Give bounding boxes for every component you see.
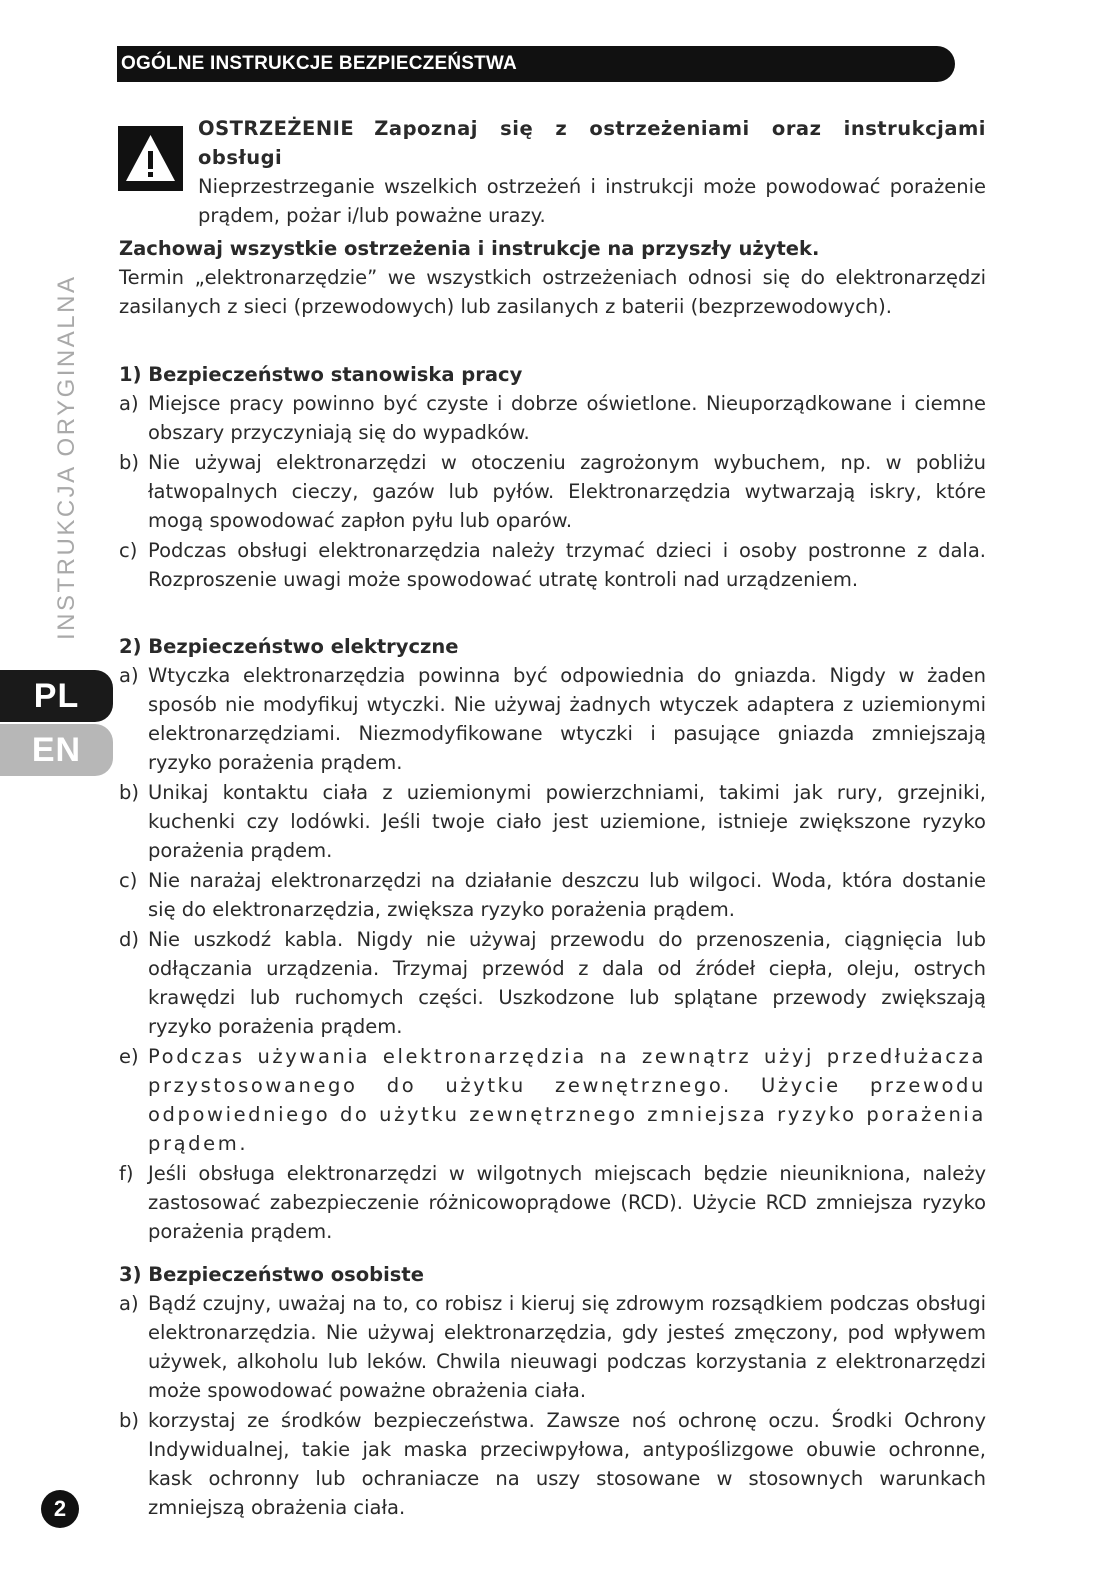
intro-heading: Zachowaj wszystkie ostrzeżenia i instrukcje na przyszły użytek. <box>119 237 820 260</box>
section-banner: OGÓLNE INSTRUKCJE BEZPIECZEŃSTWA <box>117 46 955 82</box>
warning-body: Nieprzestrzeganie wszelkich ostrzeżeń i instrukcji może powodować porażenie prądem, pożar i/lub poważne urazy. <box>198 175 986 227</box>
item-label: c) <box>119 869 138 892</box>
list-item <box>119 866 986 924</box>
warning-text <box>198 114 986 230</box>
item-label: a) <box>119 392 139 415</box>
item-label: d) <box>119 928 139 951</box>
item-text: Nie używaj elektronarzędzi w otoczeniu zagrożonym wybuchem, np. w pobliżu łatwopalnych cieczy, gazów lub pyłów. Elektronarzędzia wytwarzają iskry, które mogą spowodować zapłon pyłu lub oparów. <box>148 451 986 532</box>
item-label: b) <box>119 1409 139 1432</box>
section-2 <box>119 632 986 1247</box>
item-label: b) <box>119 781 139 804</box>
item-text: Jeśli obsługa elektronarzędzi w wilgotnych miejscach będzie nieunikniona, należy zastosować zabezpieczenie różnicowoprądowe (RCD). Użycie RCD zmniejsza ryzyko porażenia prądem. <box>148 1162 986 1243</box>
item-text: Wtyczka elektronarzędzia powinna być odpowiednia do gniazda. Nigdy w żaden sposób nie modyfikuj wtyczki. Nie używaj żadnych wtyczek adaptera z uziemionymi elektronarzędziami. Niezmodyfikowane wtyczki i pasujące gniazda zmniejszają ryzyko porażenia prądem. <box>148 664 986 774</box>
list-item <box>119 778 986 865</box>
item-text: korzystaj ze środków bezpieczeństwa. Zawsze noś ochronę oczu. Środki Ochrony Indywidualnej, takie jak maska przeciwpyłowa, antypoślizgowe obuwie ochronne, kask ochronny lub ochraniacze na uszy stosowane w stosownych warunkach zmniejszą obrażenia ciała. <box>148 1409 986 1519</box>
section-title: 2) Bezpieczeństwo elektryczne <box>119 635 459 658</box>
list-item <box>119 925 986 1041</box>
warning-triangle-icon <box>118 126 183 191</box>
warning-lead-sub: Zapoznaj się z ostrzeżeniami oraz instrukcjami obsługi <box>198 117 986 169</box>
item-text: Unikaj kontaktu ciała z uziemionymi powierzchniami, takimi jak rury, grzejniki, kuchenki czy lodówki. Jeśli twoje ciało jest uziemione, istnieje zwiększone ryzyko porażenia prądem. <box>148 781 986 862</box>
page-number: 2 <box>41 1490 79 1528</box>
item-text: Nie narażaj elektronarzędzi na działanie deszczu lub wilgoci. Woda, która dostanie się do elektronarzędzia, zwiększa ryzyko porażenia prądem. <box>148 869 986 921</box>
item-label: e) <box>119 1045 139 1068</box>
item-label: c) <box>119 539 138 562</box>
list-item <box>119 389 986 447</box>
item-label: a) <box>119 1292 139 1315</box>
language-tab-en[interactable]: EN <box>0 724 113 776</box>
list-item <box>119 1042 986 1158</box>
list-item <box>119 536 986 594</box>
item-label: f) <box>119 1162 134 1185</box>
language-tab-pl[interactable]: PL <box>0 670 113 722</box>
item-text: Bądź czujny, uważaj na to, co robisz i kieruj się zdrowym rozsądkiem podczas obsługi elektronarzędzia. Nie używaj elektronarzędzia, gdy jesteś zmęczony, pod wpływem używek, alkoholu lub leków. Chwila nieuwagi podczas korzystania z elektronarzędzi może spowodować poważne obrażenia ciała. <box>148 1292 986 1402</box>
list-item <box>119 1406 986 1522</box>
item-text: Miejsce pracy powinno być czyste i dobrze oświetlone. Nieuporządkowane i ciemne obszary przyczyniają się do wypadków. <box>148 392 986 444</box>
section-title: 1) Bezpieczeństwo stanowiska pracy <box>119 363 523 386</box>
item-text: Podczas używania elektronarzędzia na zewnątrz użyj przedłużacza przystosowanego do użytku zewnętrznego. Użycie przewodu odpowiedniego do użytku zewnętrznego zmniejsza ryzyko porażenia prądem. <box>148 1045 986 1155</box>
item-label: a) <box>119 664 139 687</box>
list-item <box>119 1159 986 1246</box>
warning-lead: OSTRZEŻENIE <box>198 117 355 140</box>
list-item <box>119 448 986 535</box>
item-label: b) <box>119 451 139 474</box>
list-item <box>119 1289 986 1405</box>
item-text: Nie uszkodź kabla. Nigdy nie używaj przewodu do przenoszenia, ciągnięcia lub odłączania urządzenia. Trzymaj przewód z dala od źródeł ciepła, oleju, ostrych krawędzi lub ruchomych części. Uszkodzone lub splątane przewody zwiększają ryzyko porażenia prądem. <box>148 928 986 1038</box>
sidebar-vertical-title: INSTRUKCJA ORYGINALNA <box>53 274 80 640</box>
intro-text: Termin „elektronarzędzie” we wszystkich ostrzeżeniach odnosi się do elektronarzędzi zasilanych z sieci (przewodowych) lub zasilanych z baterii (bezprzewodowych). <box>119 266 986 318</box>
section-title: 3) Bezpieczeństwo osobiste <box>119 1263 424 1286</box>
intro-block <box>119 234 986 321</box>
item-text: Podczas obsługi elektronarzędzia należy trzymać dzieci i osoby postronne z dala. Rozproszenie uwagi może spowodować utratę kontroli nad urządzeniem. <box>148 539 986 591</box>
list-item <box>119 661 986 777</box>
section-1 <box>119 360 986 595</box>
section-3 <box>119 1260 986 1523</box>
